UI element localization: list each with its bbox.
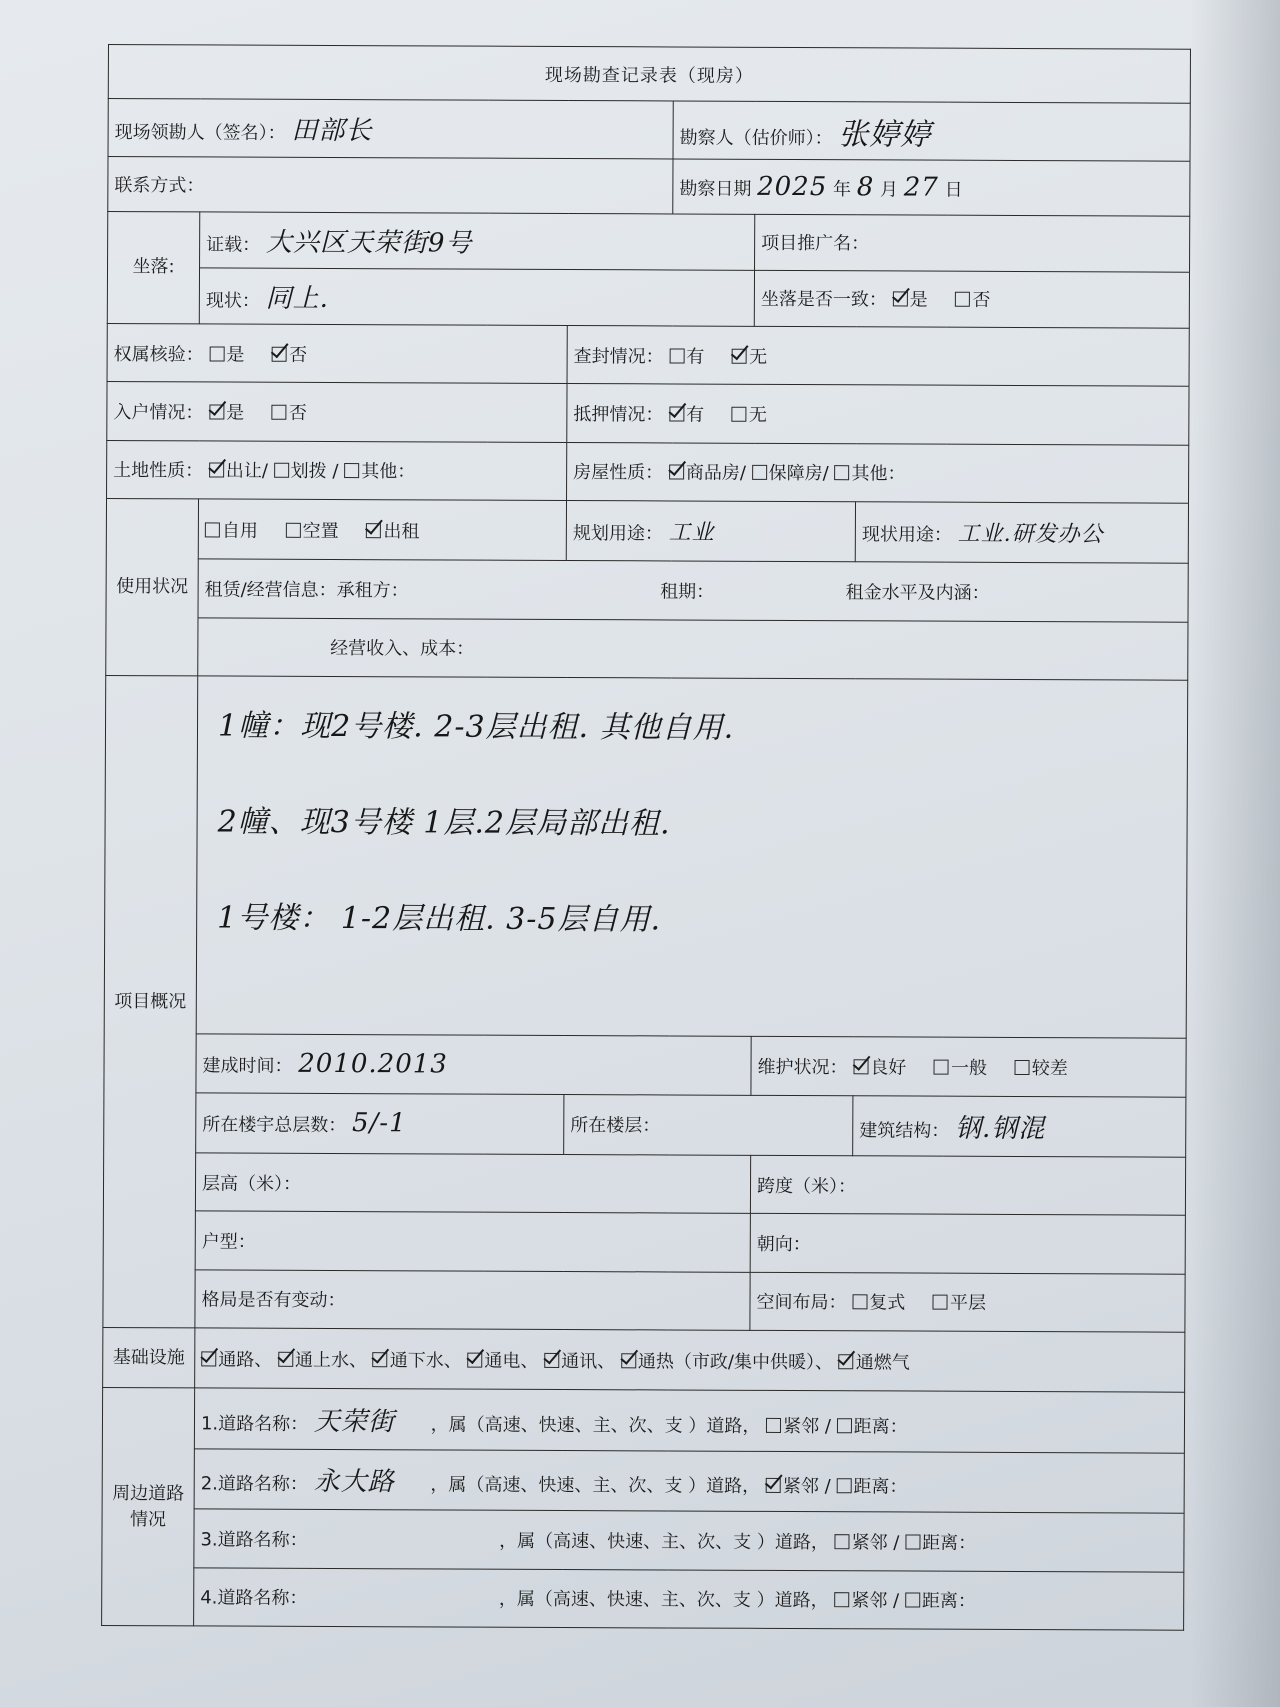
land-cell — [107, 440, 567, 500]
floor-height-label: 层高（米）： — [201, 1173, 302, 1195]
maintenance-poor-checkbox[interactable] — [1015, 1060, 1030, 1075]
road-3-kind: ，属（高速、快速、主、次、支 ）道路， — [499, 1530, 829, 1554]
current-use-cell — [855, 502, 1188, 564]
house-affordable-checkbox[interactable] — [752, 465, 767, 480]
layout-change-label: 格局是否有变动： — [201, 1289, 346, 1312]
contact-label: 联系方式： — [114, 175, 205, 197]
structure-label: 建筑结构： — [859, 1120, 950, 1142]
maintenance-good-label: 良好 — [870, 1057, 907, 1079]
usage-vacant-label: 空置 — [302, 520, 339, 542]
road-4-adjacent-checkbox[interactable] — [834, 1592, 849, 1607]
floor-cell — [564, 1094, 853, 1156]
lead-label: 现场领勘人（签名）： — [114, 122, 286, 145]
built-time-cell — [196, 1034, 751, 1095]
maintenance-normal-checkbox[interactable] — [934, 1060, 949, 1075]
seal-none-label: 无 — [749, 346, 768, 368]
structure-cell — [853, 1095, 1186, 1157]
built-time-value: 2010.2013 — [298, 1048, 448, 1080]
road-row-3 — [194, 1509, 1184, 1572]
layout-duplex-checkbox[interactable] — [852, 1295, 867, 1310]
infra-heat-label: 通热（市政/集中供暖）、 — [637, 1351, 834, 1373]
road-row-4 — [194, 1567, 1184, 1630]
house-commercial-label: 商品房/ — [685, 462, 746, 485]
form-title: 现场勘查记录表（现房） — [108, 45, 1190, 104]
infra-power-checkbox[interactable] — [467, 1352, 482, 1367]
layout-change-cell — [195, 1270, 750, 1331]
planned-use-cell — [566, 501, 855, 563]
road-4-distance-label: 距离： — [921, 1590, 976, 1613]
seal-cell — [567, 326, 1189, 387]
mortgage-cell — [567, 384, 1189, 445]
layout-duplex-label: 复式 — [869, 1292, 906, 1314]
status-cell — [199, 268, 754, 327]
space-layout-cell — [750, 1272, 1185, 1332]
road-1-adjacent-label: 紧邻 — [783, 1415, 820, 1437]
overview-note-line-3: 1号楼： 1-2层出租. 3-5层自用. — [217, 900, 662, 938]
planned-use-label: 规划用途： — [572, 523, 663, 545]
road-1-kind: ，属（高速、快速、主、次、支 ）道路， — [430, 1414, 761, 1437]
total-floors-value: 5/-1 — [351, 1108, 407, 1139]
status-value: 同上. — [265, 283, 329, 314]
road-3-distance-label: 距离： — [922, 1532, 977, 1554]
usage-rent-checkbox[interactable] — [366, 523, 381, 538]
year-unit: 年 — [832, 179, 852, 201]
land-transfer-checkbox[interactable] — [209, 463, 224, 478]
cert-cell — [200, 212, 755, 271]
infra-telecom-checkbox[interactable] — [544, 1353, 559, 1368]
entry-label: 入户情况： — [113, 402, 204, 424]
infra-water-up-label: 通上水、 — [294, 1349, 368, 1371]
road-3-adjacent-checkbox[interactable] — [835, 1534, 850, 1549]
month-unit: 月 — [879, 179, 899, 201]
infra-water-up-checkbox[interactable] — [278, 1351, 293, 1366]
road-4-adjacent-label: 紧邻 — [851, 1590, 888, 1612]
overview-note-line-1: 1幢：现2号楼. 2-3层出租. 其他自用. — [217, 708, 735, 746]
project-overview-label: 项目概况 — [103, 676, 198, 1328]
usage-rent-label: 出租 — [383, 520, 420, 543]
infra-gas-checkbox[interactable] — [839, 1354, 854, 1369]
entry-cell — [107, 382, 567, 442]
infra-telecom-label: 通讯、 — [561, 1350, 616, 1372]
road-2-kind: ，属（高速、快速、主、次、支 ）道路， — [430, 1474, 761, 1497]
usage-label: 使用状况 — [106, 499, 199, 676]
road-4-name-label: 道路名称： — [217, 1587, 308, 1610]
date-label: 勘察日期 — [679, 178, 752, 200]
maintenance-normal-label: 一般 — [950, 1057, 988, 1079]
cert-label: 证载： — [206, 234, 261, 256]
built-time-label: 建成时间： — [202, 1055, 293, 1077]
layout-flat-label: 平层 — [949, 1293, 987, 1315]
mortgage-none-label: 无 — [748, 404, 767, 426]
status-label: 现状： — [205, 290, 260, 312]
surveyor-signature: 张婷婷 — [838, 117, 932, 153]
total-floors-label: 所在楼宇总层数： — [202, 1114, 347, 1137]
current-use-value: 工业.研发办公 — [957, 521, 1104, 548]
road-2-adjacent-checkbox[interactable] — [766, 1478, 781, 1493]
mortgage-label: 抵押情况： — [573, 404, 664, 426]
house-cell — [567, 442, 1189, 503]
road-1-name-label: 道路名称： — [218, 1413, 309, 1435]
infrastructure-label: 基础设施 — [103, 1327, 195, 1388]
span-cell — [750, 1155, 1185, 1215]
road-4-sep: / — [893, 1590, 900, 1612]
ownership-no-checkbox[interactable] — [272, 346, 287, 361]
date-cell — [673, 159, 1190, 215]
usage-vacant-checkbox[interactable] — [286, 523, 301, 538]
seal-none-checkbox[interactable] — [732, 348, 747, 363]
mortgage-have-label: 有 — [686, 404, 705, 426]
maintenance-poor-label: 较差 — [1031, 1058, 1068, 1080]
entry-yes-checkbox[interactable] — [209, 405, 224, 420]
road-3-distance-checkbox[interactable] — [905, 1534, 920, 1549]
lease-cell — [198, 559, 1188, 622]
ownership-yes-label: 是 — [226, 344, 245, 366]
ownership-no-label: 否 — [289, 344, 308, 366]
space-layout-label: 空间布局： — [756, 1292, 847, 1314]
ownership-label: 权属核验： — [113, 343, 204, 366]
total-floors-cell — [196, 1093, 564, 1155]
consistent-cell — [754, 270, 1189, 328]
roads-label: 周边道路情况 — [102, 1388, 195, 1626]
infra-water-down-checkbox[interactable] — [373, 1352, 388, 1367]
floor-height-cell — [195, 1153, 750, 1214]
house-other-checkbox[interactable] — [834, 466, 849, 481]
current-use-label: 现状用途： — [861, 524, 952, 546]
land-label: 土地性质： — [113, 460, 204, 482]
road-2-distance-checkbox[interactable] — [836, 1478, 851, 1493]
entry-yes-label: 是 — [226, 402, 245, 424]
road-2-name: 永大路 — [313, 1466, 395, 1498]
road-3-adjacent-label: 紧邻 — [851, 1532, 888, 1554]
infra-power-label: 通电、 — [484, 1350, 539, 1372]
date-day: 27 — [903, 172, 939, 203]
project-name-label: 项目推广名： — [761, 233, 870, 255]
infra-water-down-label: 通下水、 — [389, 1349, 462, 1372]
span-label: 跨度（米）： — [756, 1175, 857, 1197]
road-2-number: 2. — [200, 1473, 218, 1495]
floor-label: 所在楼层： — [570, 1115, 661, 1137]
road-1-adjacent-checkbox[interactable] — [766, 1417, 781, 1432]
surveyor-label: 勘察人（估价师）： — [679, 127, 833, 149]
infra-road-label: 通路、 — [218, 1349, 273, 1371]
project-overview-notes — [196, 676, 1188, 1039]
road-2-distance-label: 距离： — [853, 1476, 908, 1498]
road-4-number: 4. — [200, 1587, 218, 1609]
house-label: 房屋性质： — [573, 462, 664, 484]
income-label: 经营收入、成本： — [330, 638, 475, 661]
seal-label: 查封情况： — [573, 345, 664, 368]
land-transfer-label: 出让/ — [225, 460, 268, 483]
road-2-sep: / — [824, 1476, 831, 1498]
house-commercial-checkbox[interactable] — [669, 465, 684, 480]
usage-self-checkbox[interactable] — [205, 522, 220, 537]
entry-no-label: 否 — [288, 402, 307, 424]
road-1-number: 1. — [200, 1413, 219, 1435]
ownership-yes-checkbox[interactable] — [209, 346, 224, 361]
maintenance-cell — [751, 1037, 1186, 1097]
structure-value: 钢.钢混 — [954, 1113, 1046, 1144]
road-3-name-label: 道路名称： — [217, 1529, 308, 1551]
entry-no-checkbox[interactable] — [272, 405, 287, 420]
layout-flat-checkbox[interactable] — [933, 1295, 948, 1310]
date-month: 8 — [856, 172, 875, 203]
consistent-no-label: 否 — [972, 290, 991, 312]
orientation-cell — [750, 1214, 1185, 1274]
ownership-cell — [107, 324, 567, 384]
house-other-label: 其他： — [851, 463, 906, 485]
infra-road-checkbox[interactable] — [201, 1351, 216, 1366]
maintenance-good-checkbox[interactable] — [853, 1059, 868, 1074]
day-unit: 日 — [944, 179, 963, 201]
seal-have-checkbox[interactable] — [669, 348, 684, 363]
rent-level-label: 租金水平及内涵： — [845, 582, 990, 604]
consistent-label: 坐落是否一致： — [760, 289, 887, 311]
unit-type-label: 户型： — [201, 1231, 256, 1253]
road-row-1 — [194, 1388, 1184, 1453]
cert-value: 大兴区天荣街9号 — [265, 227, 473, 259]
surveyor-cell — [673, 101, 1190, 162]
lead-signature: 田部长 — [291, 116, 373, 147]
road-2-adjacent-label: 紧邻 — [782, 1475, 819, 1498]
date-year: 2025 — [757, 171, 828, 203]
location-label: 坐落: — [107, 211, 199, 324]
road-3-number: 3. — [200, 1529, 218, 1551]
road-1-distance-label: 距离： — [853, 1415, 908, 1438]
road-1-distance-checkbox[interactable] — [837, 1418, 852, 1433]
survey-form-sheet — [101, 44, 1190, 1631]
mortgage-have-checkbox[interactable] — [669, 407, 684, 422]
income-cell — [198, 618, 1188, 681]
lead-cell — [108, 99, 673, 160]
road-row-2 — [194, 1449, 1184, 1514]
seal-have-label: 有 — [686, 346, 705, 368]
infrastructure-cell — [195, 1328, 1185, 1393]
consistent-yes-label: 是 — [909, 289, 928, 312]
mortgage-none-checkbox[interactable] — [732, 407, 747, 422]
usage-options-cell — [198, 499, 566, 561]
infra-gas-label: 通燃气 — [855, 1351, 910, 1374]
land-allocation-label: 划拨 / — [290, 461, 339, 483]
planned-use-value: 工业 — [668, 520, 715, 546]
road-4-distance-checkbox[interactable] — [905, 1593, 920, 1608]
road-1-sep: / — [824, 1415, 831, 1437]
project-name-cell — [755, 214, 1190, 272]
road-2-name-label: 道路名称： — [217, 1473, 308, 1495]
unit-type-cell — [195, 1211, 750, 1272]
contact-cell — [108, 157, 673, 214]
infra-heat-checkbox[interactable] — [621, 1353, 636, 1368]
usage-self-label: 自用 — [221, 520, 258, 542]
survey-form-table — [101, 44, 1191, 1631]
land-allocation-checkbox[interactable] — [274, 463, 289, 478]
maintenance-label: 维护状况： — [757, 1056, 848, 1079]
orientation-label: 朝向： — [756, 1233, 811, 1256]
consistent-yes-checkbox[interactable] — [893, 292, 908, 307]
house-affordable-label: 保障房/ — [768, 463, 829, 485]
road-3-sep: / — [893, 1532, 900, 1554]
term-label: 租期： — [660, 581, 715, 603]
consistent-no-checkbox[interactable] — [955, 292, 970, 307]
land-other-label: 其他： — [361, 461, 416, 483]
land-other-checkbox[interactable] — [344, 463, 359, 478]
lease-label: 租赁/经营信息：承租方： — [204, 579, 409, 602]
road-1-name: 天荣街 — [313, 1406, 395, 1437]
overview-note-line-2: 2幢、现3号楼 1层.2层局部出租. — [217, 804, 671, 842]
road-4-kind: ，属（高速、快速、主、次、支 ）道路， — [498, 1588, 829, 1612]
